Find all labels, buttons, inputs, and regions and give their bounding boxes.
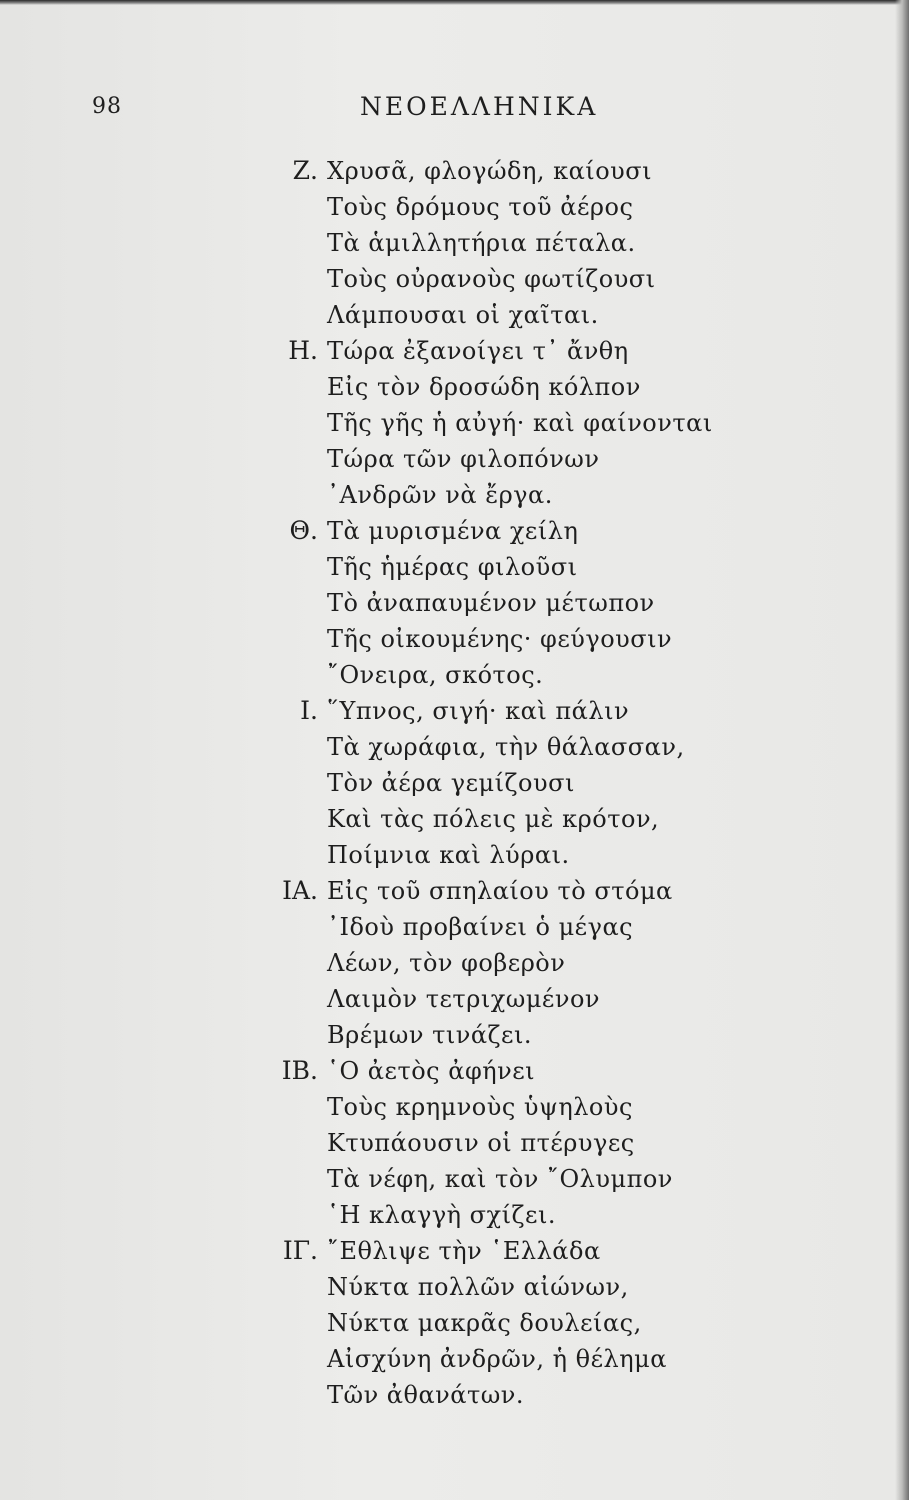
- stanza-number: ΙΑ.: [282, 876, 318, 905]
- stanza-number: ΙΓ.: [282, 1236, 318, 1265]
- verse-line: Εἰς τοῦ σπηλαίου τὸ στόμα: [327, 877, 673, 905]
- stanza-number: Η.: [288, 336, 318, 365]
- verse-line: Τὰ χωράφια, τὴν θάλασσαν,: [327, 733, 685, 761]
- verse-line: Αἰσχύνη ἀνδρῶν, ἡ θέλημα: [327, 1345, 667, 1373]
- verse-line: Νύκτα πολλῶν αἰώνων,: [327, 1273, 629, 1301]
- verse-line: ῾Η κλαγγὴ σχίζει.: [327, 1201, 556, 1229]
- stanza-number: ΙΒ.: [281, 1056, 318, 1085]
- verse-line: Τοὺς κρημνοὺς ὑψηλοὺς: [327, 1093, 633, 1121]
- verse-line: Ποίμνια καὶ λύραι.: [327, 841, 570, 869]
- verse-line: Τώρα ἐξανοίγει τ᾽ ἄνθη: [327, 337, 629, 365]
- verse-line: Βρέμων τινάζει.: [327, 1021, 533, 1049]
- verse-line: Τῆς γῆς ἡ αὐγή· καὶ φαίνονται: [327, 409, 713, 437]
- verse-line: Χρυσᾶ, φλογώδη, καίουσι: [327, 157, 653, 185]
- verse-line: Τῶν ἀθανάτων.: [327, 1381, 525, 1409]
- stanza: [0, 333, 909, 513]
- verse-line: Καὶ τὰς πόλεις μὲ κρότον,: [327, 805, 660, 833]
- verse-line: Τὰ ἁμιλλητήρια πέταλα.: [327, 229, 636, 257]
- verse-line: ῞Υπνος, σιγή· καὶ πάλιν: [327, 697, 630, 725]
- verse-line: Τὰ μυρισμένα χείλη: [327, 517, 579, 545]
- verse-line: ῎Ονειρα, σκότος.: [327, 661, 544, 689]
- verse-line: Λάμπουσαι οἱ χαῖται.: [327, 301, 599, 329]
- stanza: [0, 153, 909, 333]
- verse-line: Τοὺς οὐρανοὺς φωτίζουσι: [327, 265, 656, 293]
- verse-line: Τὸν ἀέρα γεμίζουσι: [327, 769, 575, 797]
- stanza: [0, 1233, 909, 1413]
- verse-line: Τῆς οἰκουμένης· φεύγουσιν: [327, 625, 673, 653]
- verse-line: Τώρα τῶν φιλοπόνων: [327, 445, 600, 473]
- stanza: [0, 873, 909, 1053]
- verse-line: Τὰ νέφη, καὶ τὸν ῎Ολυμπον: [327, 1165, 673, 1193]
- verse-line: Τοὺς δρόμους τοῦ ἀέρος: [327, 193, 634, 221]
- verse-line: ᾽Ιδοὺ προβαίνει ὁ μέγας: [327, 913, 634, 941]
- page-top-edge: [0, 0, 909, 5]
- verse-line: ῎Εθλιψε τὴν ῾Ελλάδα: [327, 1237, 601, 1265]
- poem: [0, 153, 909, 1413]
- stanza: [0, 513, 909, 693]
- stanza-number: Θ.: [289, 516, 318, 545]
- running-header-title: ΝΕΟΕΛΛΗΝΙΚΑ: [360, 92, 599, 121]
- stanza: [0, 693, 909, 873]
- stanza: [0, 1053, 909, 1233]
- verse-line: ᾽Ανδρῶν νὰ ἔργα.: [327, 481, 553, 509]
- page-number: 98: [92, 94, 122, 119]
- verse-line: ῾Ο ἀετὸς ἀφήνει: [327, 1057, 536, 1085]
- verse-line: Τὸ ἀναπαυμένον μέτωπον: [327, 589, 655, 617]
- verse-line: Λέων, τὸν φοβερὸν: [327, 949, 566, 977]
- verse-line: Τῆς ἡμέρας φιλοῦσι: [327, 553, 578, 581]
- verse-line: Λαιμὸν τετριχωμένον: [327, 985, 600, 1013]
- verse-line: Κτυπάουσιν οἱ πτέρυγες: [327, 1129, 635, 1157]
- stanza-number: Ι.: [300, 696, 318, 725]
- stanza-number: Ζ.: [292, 156, 318, 185]
- verse-line: Νύκτα μακρᾶς δουλείας,: [327, 1309, 642, 1337]
- verse-line: Εἰς τὸν δροσώδη κόλπον: [327, 373, 641, 401]
